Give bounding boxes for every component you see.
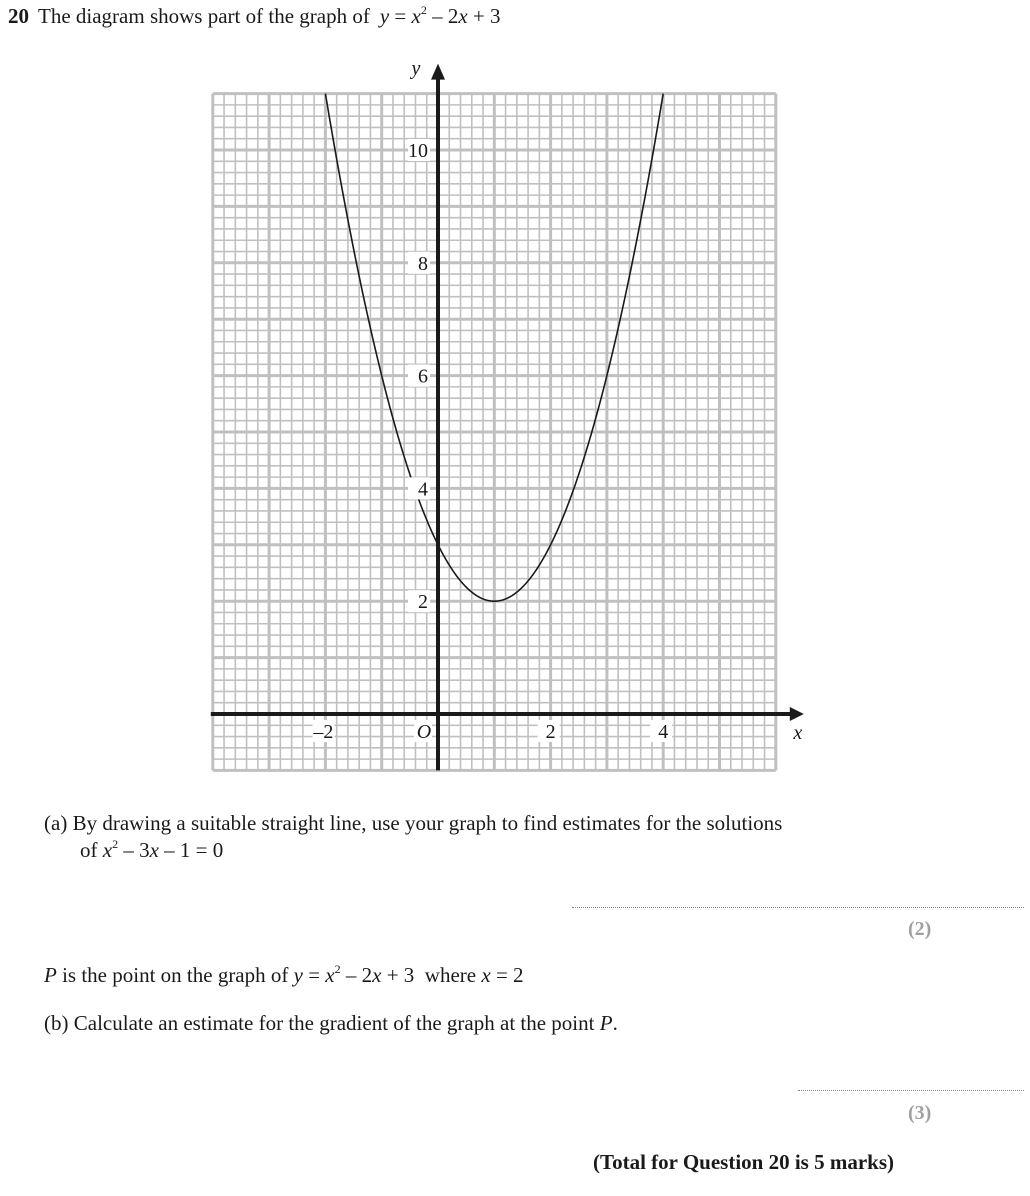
graph-axes	[211, 64, 804, 771]
part-a-marks: (2)	[908, 918, 932, 940]
question-equation: $y = x^2 - 2x + 3$	[379, 3, 501, 28]
part-a-line2: of $x^2 - 3x - 1 = 0$	[80, 837, 224, 862]
svg-text:x: x	[793, 722, 803, 744]
part-b: (b) Calculate an estimate for the gradient of the graph at the point P.	[44, 1011, 618, 1035]
part-a-line1: (a) By drawing a suitable straight line, use your graph to find estimates for the solutions	[44, 811, 783, 835]
point-p-statement: P is the point on the graph of $y = x^2 - 2x + 3$ where x = 2	[44, 962, 524, 987]
question-number: 20	[8, 4, 29, 28]
graph-grid	[213, 94, 776, 771]
svg-text:2: 2	[418, 591, 428, 614]
svg-text:8: 8	[418, 252, 428, 275]
svg-text:6: 6	[418, 365, 428, 388]
part-b-answer-line[interactable]	[798, 1090, 1024, 1091]
svg-text:–2: –2	[313, 721, 334, 743]
part-a	[44, 810, 782, 864]
svg-text:4: 4	[658, 721, 669, 743]
part-a-answer-line[interactable]	[572, 907, 1024, 908]
svg-text:10: 10	[408, 140, 428, 162]
question-intro: The diagram shows part of the graph of	[38, 4, 370, 28]
svg-text:4: 4	[418, 478, 428, 501]
svg-text:y: y	[411, 57, 421, 80]
svg-text:2: 2	[545, 721, 556, 743]
svg-text:O: O	[416, 721, 432, 743]
question-total: (Total for Question 20 is 5 marks)	[593, 1150, 895, 1174]
part-b-marks: (3)	[908, 1102, 932, 1124]
